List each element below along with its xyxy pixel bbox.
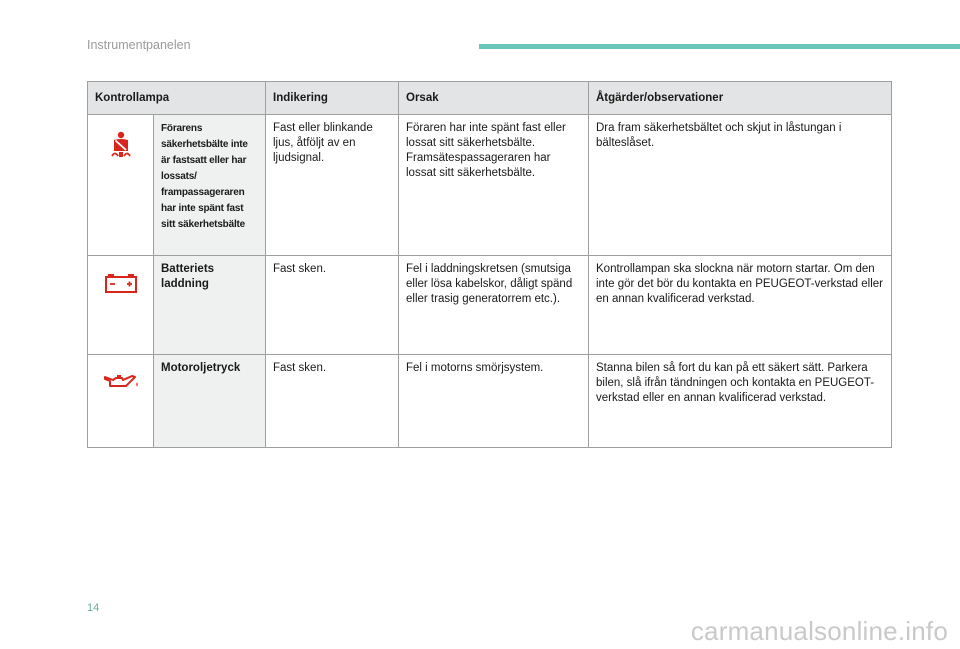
lamp-name-seatbelt: Förarens säkerhetsbälte inte är fastsatt eller har lossats/ frampassageraren har inte spänt fast sitt säkerhetsbälte: [154, 115, 266, 256]
indication-battery: Fast sken.: [266, 256, 399, 355]
page-number: 14: [87, 602, 100, 614]
indication-seatbelt: Fast eller blinkande ljus, åtföljt av en ljudsignal.: [266, 115, 399, 256]
lamp-name-oil-pressure: Motoroljetryck: [154, 355, 266, 448]
lamp-name-battery: Batteriets laddning: [154, 256, 266, 355]
oil-pressure-icon-cell: [88, 355, 154, 448]
column-header-kontrollampa: Kontrollampa: [88, 82, 266, 115]
action-seatbelt: Dra fram säkerhetsbältet och skjut in låstungan i bälteslåset.: [589, 115, 892, 256]
column-header-orsak: Orsak: [399, 82, 589, 115]
action-oil-pressure: Stanna bilen så fort du kan på ett säkert sätt. Parkera bilen, slå ifrån tändningen och kontakta en PEUGEOT-verkstad eller en annan kvalificerad verkstad.: [589, 355, 892, 448]
seatbelt-warning-icon: [107, 131, 135, 159]
table-row: [88, 355, 892, 448]
section-title: Instrumentpanelen: [87, 38, 191, 52]
seatbelt-icon-cell: [88, 115, 154, 256]
action-battery: Kontrollampan ska slockna när motorn startar. Om den inte gör det bör du kontakta en PEUGEOT-verkstad eller en annan kvalificerad verkstad.: [589, 256, 892, 355]
cause-seatbelt: Föraren har inte spänt fast eller lossat sitt säkerhetsbälte. Framsätespassageraren har lossat sitt säkerhetsbälte.: [399, 115, 589, 256]
cause-battery: Fel i laddningskretsen (smutsiga eller lösa kabelskor, dåligt spänd eller trasig generatorrem etc.).: [399, 256, 589, 355]
indication-oil-pressure: Fast sken.: [266, 355, 399, 448]
section-header-bar: [479, 44, 960, 49]
table-header-row: [88, 82, 892, 115]
column-header-indikering: Indikering: [266, 82, 399, 115]
watermark: carmanualsonline.info: [690, 616, 948, 646]
battery-charge-icon: [104, 272, 138, 294]
cause-oil-pressure: Fel i motorns smörjsystem.: [399, 355, 589, 448]
table-row: [88, 256, 892, 355]
battery-icon-cell: [88, 256, 154, 355]
column-header-atgarder: Åtgärder/observationer: [589, 82, 892, 115]
warning-lamps-table: [87, 81, 892, 448]
table-row: [88, 115, 892, 256]
oil-pressure-icon: [102, 371, 140, 391]
